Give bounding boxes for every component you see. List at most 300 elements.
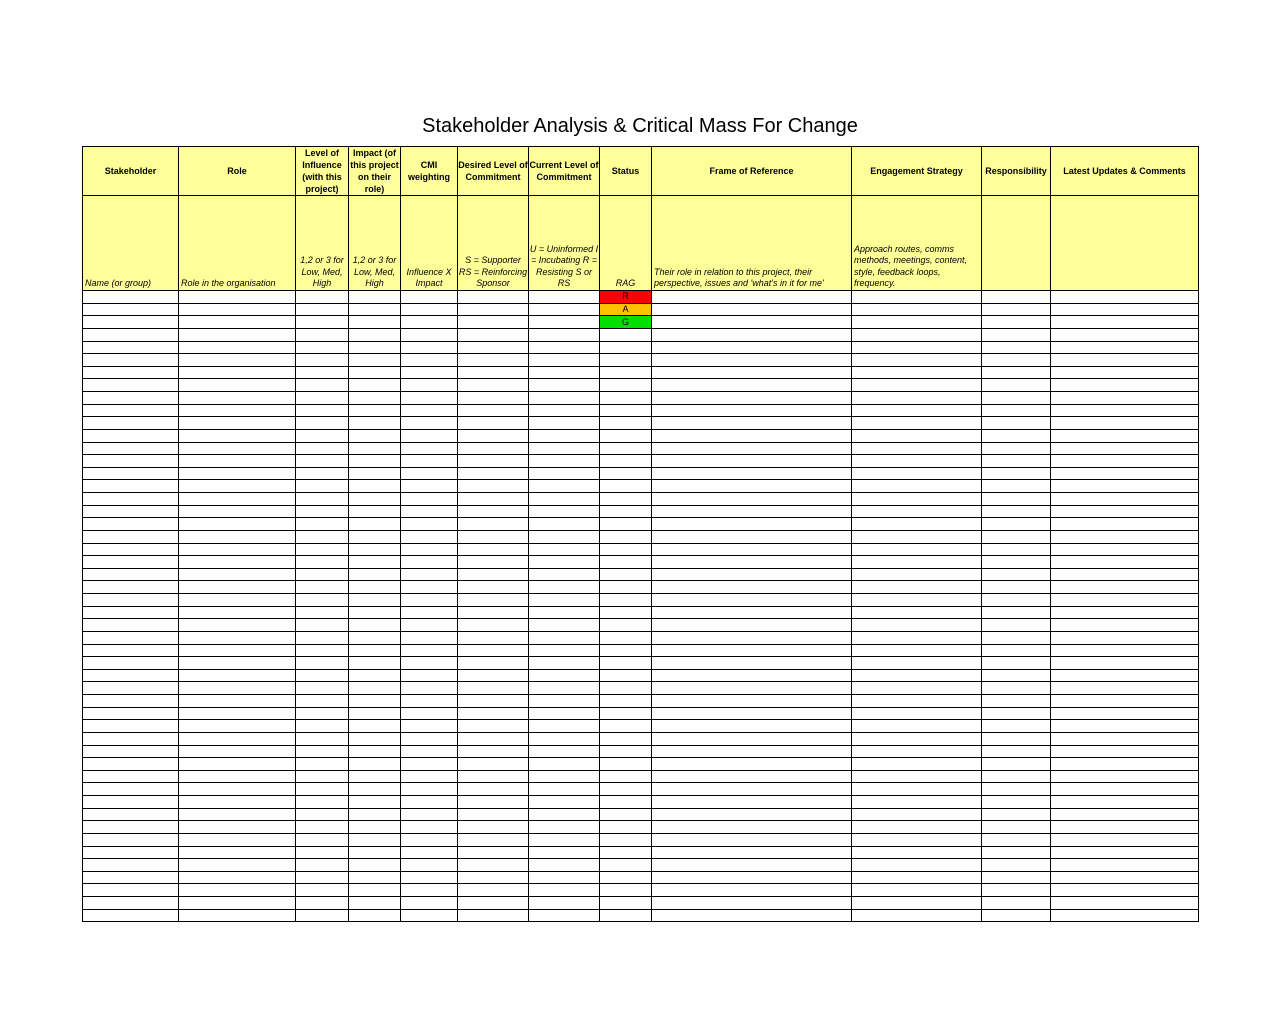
cell-stakeholder[interactable] <box>83 631 179 644</box>
cell-influence[interactable] <box>296 783 349 796</box>
cell-engagement[interactable] <box>852 366 982 379</box>
cell-engagement[interactable] <box>852 846 982 859</box>
cell-engagement[interactable] <box>852 594 982 607</box>
cell-stakeholder[interactable] <box>83 594 179 607</box>
cell-status[interactable] <box>600 796 652 809</box>
cell-desired[interactable] <box>458 493 529 506</box>
cell-cmi[interactable] <box>401 846 458 859</box>
note-current-commitment[interactable]: U = Uninformed I = Incubating R = Resisting S or RS <box>529 196 600 291</box>
cell-responsibility[interactable] <box>982 631 1051 644</box>
cell-role[interactable] <box>179 392 296 405</box>
cell-updates[interactable] <box>1051 404 1199 417</box>
cell-updates[interactable] <box>1051 581 1199 594</box>
cell-desired[interactable] <box>458 745 529 758</box>
cell-current[interactable] <box>529 404 600 417</box>
cell-impact[interactable] <box>349 417 401 430</box>
cell-cmi[interactable] <box>401 783 458 796</box>
cell-current[interactable] <box>529 505 600 518</box>
cell-stakeholder[interactable] <box>83 796 179 809</box>
cell-influence[interactable] <box>296 821 349 834</box>
cell-desired[interactable] <box>458 644 529 657</box>
cell-updates[interactable] <box>1051 556 1199 569</box>
cell-impact[interactable] <box>349 732 401 745</box>
cell-engagement[interactable] <box>852 480 982 493</box>
cell-status[interactable] <box>600 732 652 745</box>
cell-impact[interactable] <box>349 530 401 543</box>
cell-frame[interactable] <box>652 404 852 417</box>
cell-influence[interactable] <box>296 429 349 442</box>
cell-cmi[interactable] <box>401 518 458 531</box>
cell-stakeholder[interactable] <box>83 897 179 910</box>
cell-engagement[interactable] <box>852 341 982 354</box>
cell-status[interactable] <box>600 909 652 922</box>
cell-role[interactable] <box>179 543 296 556</box>
cell-impact[interactable] <box>349 770 401 783</box>
cell-influence[interactable] <box>296 341 349 354</box>
cell-cmi[interactable] <box>401 316 458 329</box>
cell-impact[interactable] <box>349 354 401 367</box>
cell-engagement[interactable] <box>852 467 982 480</box>
cell-impact[interactable] <box>349 480 401 493</box>
cell-stakeholder[interactable] <box>83 909 179 922</box>
cell-influence[interactable] <box>296 404 349 417</box>
cell-desired[interactable] <box>458 758 529 771</box>
cell-status[interactable] <box>600 543 652 556</box>
cell-impact[interactable] <box>349 328 401 341</box>
cell-influence[interactable] <box>296 909 349 922</box>
cell-current[interactable] <box>529 909 600 922</box>
cell-influence[interactable] <box>296 543 349 556</box>
note-cmi[interactable]: Influence X Impact <box>401 196 458 291</box>
cell-influence[interactable] <box>296 417 349 430</box>
cell-status[interactable] <box>600 606 652 619</box>
cell-engagement[interactable] <box>852 732 982 745</box>
header-role[interactable]: Role <box>179 147 296 196</box>
cell-stakeholder[interactable] <box>83 695 179 708</box>
cell-role[interactable] <box>179 821 296 834</box>
cell-cmi[interactable] <box>401 556 458 569</box>
cell-cmi[interactable] <box>401 493 458 506</box>
cell-responsibility[interactable] <box>982 467 1051 480</box>
cell-frame[interactable] <box>652 505 852 518</box>
cell-updates[interactable] <box>1051 695 1199 708</box>
cell-cmi[interactable] <box>401 619 458 632</box>
cell-desired[interactable] <box>458 366 529 379</box>
cell-responsibility[interactable] <box>982 518 1051 531</box>
cell-role[interactable] <box>179 884 296 897</box>
header-status[interactable]: Status <box>600 147 652 196</box>
cell-desired[interactable] <box>458 707 529 720</box>
cell-updates[interactable] <box>1051 594 1199 607</box>
cell-role[interactable] <box>179 480 296 493</box>
cell-current[interactable] <box>529 480 600 493</box>
cell-desired[interactable] <box>458 732 529 745</box>
cell-desired[interactable] <box>458 429 529 442</box>
cell-responsibility[interactable] <box>982 556 1051 569</box>
header-desired-commitment[interactable]: Desired Level of Commitment <box>458 147 529 196</box>
cell-current[interactable] <box>529 859 600 872</box>
cell-responsibility[interactable] <box>982 417 1051 430</box>
header-frame-of-reference[interactable]: Frame of Reference <box>652 147 852 196</box>
cell-status[interactable] <box>600 404 652 417</box>
cell-cmi[interactable] <box>401 695 458 708</box>
cell-responsibility[interactable] <box>982 530 1051 543</box>
cell-engagement[interactable] <box>852 758 982 771</box>
cell-stakeholder[interactable] <box>83 720 179 733</box>
header-cmi[interactable]: CMI weighting <box>401 147 458 196</box>
cell-engagement[interactable] <box>852 530 982 543</box>
cell-role[interactable] <box>179 404 296 417</box>
cell-cmi[interactable] <box>401 568 458 581</box>
cell-responsibility[interactable] <box>982 909 1051 922</box>
cell-engagement[interactable] <box>852 568 982 581</box>
cell-role[interactable] <box>179 442 296 455</box>
cell-influence[interactable] <box>296 455 349 468</box>
cell-role[interactable] <box>179 354 296 367</box>
cell-engagement[interactable] <box>852 669 982 682</box>
cell-status[interactable] <box>600 745 652 758</box>
cell-updates[interactable] <box>1051 303 1199 316</box>
cell-status[interactable] <box>600 328 652 341</box>
cell-frame[interactable] <box>652 543 852 556</box>
cell-engagement[interactable] <box>852 543 982 556</box>
cell-cmi[interactable] <box>401 745 458 758</box>
cell-status[interactable] <box>600 846 652 859</box>
cell-stakeholder[interactable] <box>83 808 179 821</box>
cell-stakeholder[interactable] <box>83 758 179 771</box>
cell-current[interactable] <box>529 846 600 859</box>
cell-updates[interactable] <box>1051 543 1199 556</box>
cell-cmi[interactable] <box>401 884 458 897</box>
note-status[interactable]: RAG <box>600 196 652 291</box>
cell-impact[interactable] <box>349 745 401 758</box>
cell-updates[interactable] <box>1051 859 1199 872</box>
cell-current[interactable] <box>529 429 600 442</box>
cell-engagement[interactable] <box>852 682 982 695</box>
cell-influence[interactable] <box>296 606 349 619</box>
cell-status[interactable] <box>600 556 652 569</box>
cell-current[interactable] <box>529 897 600 910</box>
cell-current[interactable] <box>529 833 600 846</box>
cell-stakeholder[interactable] <box>83 619 179 632</box>
cell-current[interactable] <box>529 682 600 695</box>
cell-status[interactable] <box>600 871 652 884</box>
cell-desired[interactable] <box>458 833 529 846</box>
cell-updates[interactable] <box>1051 354 1199 367</box>
cell-updates[interactable] <box>1051 707 1199 720</box>
note-latest-updates[interactable] <box>1051 196 1199 291</box>
cell-current[interactable] <box>529 783 600 796</box>
cell-role[interactable] <box>179 808 296 821</box>
cell-role[interactable] <box>179 871 296 884</box>
cell-status[interactable] <box>600 770 652 783</box>
cell-influence[interactable] <box>296 594 349 607</box>
cell-influence[interactable] <box>296 328 349 341</box>
cell-engagement[interactable] <box>852 631 982 644</box>
cell-responsibility[interactable] <box>982 783 1051 796</box>
cell-cmi[interactable] <box>401 341 458 354</box>
cell-cmi[interactable] <box>401 404 458 417</box>
status-legend-a[interactable]: A <box>600 303 652 316</box>
cell-updates[interactable] <box>1051 568 1199 581</box>
cell-role[interactable] <box>179 493 296 506</box>
cell-cmi[interactable] <box>401 417 458 430</box>
cell-frame[interactable] <box>652 871 852 884</box>
cell-status[interactable] <box>600 758 652 771</box>
cell-engagement[interactable] <box>852 644 982 657</box>
cell-current[interactable] <box>529 518 600 531</box>
cell-responsibility[interactable] <box>982 505 1051 518</box>
cell-role[interactable] <box>179 366 296 379</box>
cell-responsibility[interactable] <box>982 897 1051 910</box>
cell-role[interactable] <box>179 429 296 442</box>
cell-cmi[interactable] <box>401 682 458 695</box>
cell-engagement[interactable] <box>852 354 982 367</box>
cell-current[interactable] <box>529 732 600 745</box>
cell-current[interactable] <box>529 770 600 783</box>
cell-responsibility[interactable] <box>982 303 1051 316</box>
cell-status[interactable] <box>600 455 652 468</box>
cell-engagement[interactable] <box>852 783 982 796</box>
cell-impact[interactable] <box>349 871 401 884</box>
cell-role[interactable] <box>179 594 296 607</box>
cell-status[interactable] <box>600 392 652 405</box>
cell-frame[interactable] <box>652 758 852 771</box>
cell-status[interactable] <box>600 682 652 695</box>
cell-updates[interactable] <box>1051 530 1199 543</box>
cell-current[interactable] <box>529 808 600 821</box>
cell-desired[interactable] <box>458 467 529 480</box>
cell-updates[interactable] <box>1051 480 1199 493</box>
cell-stakeholder[interactable] <box>83 859 179 872</box>
cell-status[interactable] <box>600 581 652 594</box>
cell-engagement[interactable] <box>852 505 982 518</box>
cell-frame[interactable] <box>652 341 852 354</box>
cell-responsibility[interactable] <box>982 796 1051 809</box>
cell-responsibility[interactable] <box>982 884 1051 897</box>
cell-stakeholder[interactable] <box>83 884 179 897</box>
cell-desired[interactable] <box>458 594 529 607</box>
cell-responsibility[interactable] <box>982 682 1051 695</box>
cell-status[interactable] <box>600 493 652 506</box>
cell-engagement[interactable] <box>852 884 982 897</box>
cell-role[interactable] <box>179 379 296 392</box>
cell-responsibility[interactable] <box>982 581 1051 594</box>
cell-impact[interactable] <box>349 291 401 304</box>
cell-cmi[interactable] <box>401 720 458 733</box>
cell-desired[interactable] <box>458 341 529 354</box>
header-engagement-strategy[interactable]: Engagement Strategy <box>852 147 982 196</box>
cell-stakeholder[interactable] <box>83 455 179 468</box>
cell-influence[interactable] <box>296 316 349 329</box>
cell-updates[interactable] <box>1051 631 1199 644</box>
cell-updates[interactable] <box>1051 897 1199 910</box>
cell-engagement[interactable] <box>852 796 982 809</box>
cell-stakeholder[interactable] <box>83 644 179 657</box>
cell-frame[interactable] <box>652 594 852 607</box>
cell-responsibility[interactable] <box>982 606 1051 619</box>
cell-influence[interactable] <box>296 518 349 531</box>
cell-frame[interactable] <box>652 455 852 468</box>
cell-desired[interactable] <box>458 796 529 809</box>
cell-cmi[interactable] <box>401 467 458 480</box>
cell-stakeholder[interactable] <box>83 556 179 569</box>
cell-role[interactable] <box>179 707 296 720</box>
cell-role[interactable] <box>179 657 296 670</box>
cell-desired[interactable] <box>458 657 529 670</box>
cell-influence[interactable] <box>296 884 349 897</box>
cell-frame[interactable] <box>652 467 852 480</box>
cell-influence[interactable] <box>296 833 349 846</box>
cell-current[interactable] <box>529 530 600 543</box>
cell-stakeholder[interactable] <box>83 669 179 682</box>
cell-responsibility[interactable] <box>982 846 1051 859</box>
cell-current[interactable] <box>529 669 600 682</box>
cell-current[interactable] <box>529 291 600 304</box>
cell-updates[interactable] <box>1051 720 1199 733</box>
cell-frame[interactable] <box>652 581 852 594</box>
cell-impact[interactable] <box>349 505 401 518</box>
cell-frame[interactable] <box>652 770 852 783</box>
cell-role[interactable] <box>179 328 296 341</box>
cell-engagement[interactable] <box>852 518 982 531</box>
cell-stakeholder[interactable] <box>83 417 179 430</box>
cell-desired[interactable] <box>458 720 529 733</box>
cell-stakeholder[interactable] <box>83 606 179 619</box>
cell-role[interactable] <box>179 897 296 910</box>
cell-role[interactable] <box>179 745 296 758</box>
cell-stakeholder[interactable] <box>83 518 179 531</box>
cell-stakeholder[interactable] <box>83 379 179 392</box>
cell-impact[interactable] <box>349 303 401 316</box>
cell-responsibility[interactable] <box>982 808 1051 821</box>
cell-desired[interactable] <box>458 619 529 632</box>
cell-influence[interactable] <box>296 303 349 316</box>
cell-engagement[interactable] <box>852 909 982 922</box>
cell-stakeholder[interactable] <box>83 732 179 745</box>
cell-stakeholder[interactable] <box>83 366 179 379</box>
cell-current[interactable] <box>529 379 600 392</box>
cell-cmi[interactable] <box>401 328 458 341</box>
cell-current[interactable] <box>529 316 600 329</box>
cell-frame[interactable] <box>652 644 852 657</box>
header-responsibility[interactable]: Responsibility <box>982 147 1051 196</box>
cell-responsibility[interactable] <box>982 657 1051 670</box>
cell-status[interactable] <box>600 417 652 430</box>
cell-current[interactable] <box>529 594 600 607</box>
cell-desired[interactable] <box>458 442 529 455</box>
cell-stakeholder[interactable] <box>83 354 179 367</box>
cell-impact[interactable] <box>349 518 401 531</box>
cell-desired[interactable] <box>458 682 529 695</box>
cell-updates[interactable] <box>1051 821 1199 834</box>
status-legend-g[interactable]: G <box>600 316 652 329</box>
cell-responsibility[interactable] <box>982 316 1051 329</box>
cell-influence[interactable] <box>296 897 349 910</box>
note-frame-of-reference[interactable]: Their role in relation to this project, their perspective, issues and 'what's in it for me' <box>652 196 852 291</box>
cell-desired[interactable] <box>458 808 529 821</box>
cell-current[interactable] <box>529 745 600 758</box>
cell-role[interactable] <box>179 455 296 468</box>
note-desired-commitment[interactable]: S = Supporter RS = Reinforcing Sponsor <box>458 196 529 291</box>
cell-stakeholder[interactable] <box>83 328 179 341</box>
note-stakeholder[interactable]: Name (or group) <box>83 196 179 291</box>
cell-impact[interactable] <box>349 442 401 455</box>
cell-frame[interactable] <box>652 808 852 821</box>
cell-role[interactable] <box>179 695 296 708</box>
cell-desired[interactable] <box>458 404 529 417</box>
cell-impact[interactable] <box>349 543 401 556</box>
cell-current[interactable] <box>529 644 600 657</box>
cell-stakeholder[interactable] <box>83 392 179 405</box>
cell-status[interactable] <box>600 568 652 581</box>
cell-current[interactable] <box>529 417 600 430</box>
cell-updates[interactable] <box>1051 379 1199 392</box>
cell-status[interactable] <box>600 821 652 834</box>
cell-influence[interactable] <box>296 392 349 405</box>
cell-status[interactable] <box>600 884 652 897</box>
cell-desired[interactable] <box>458 606 529 619</box>
cell-stakeholder[interactable] <box>83 581 179 594</box>
cell-influence[interactable] <box>296 720 349 733</box>
cell-engagement[interactable] <box>852 556 982 569</box>
cell-status[interactable] <box>600 783 652 796</box>
cell-cmi[interactable] <box>401 291 458 304</box>
cell-stakeholder[interactable] <box>83 404 179 417</box>
cell-stakeholder[interactable] <box>83 783 179 796</box>
cell-frame[interactable] <box>652 745 852 758</box>
cell-stakeholder[interactable] <box>83 833 179 846</box>
cell-stakeholder[interactable] <box>83 467 179 480</box>
cell-engagement[interactable] <box>852 657 982 670</box>
cell-current[interactable] <box>529 556 600 569</box>
cell-responsibility[interactable] <box>982 821 1051 834</box>
cell-impact[interactable] <box>349 429 401 442</box>
note-responsibility[interactable] <box>982 196 1051 291</box>
cell-cmi[interactable] <box>401 606 458 619</box>
cell-desired[interactable] <box>458 821 529 834</box>
cell-current[interactable] <box>529 821 600 834</box>
cell-frame[interactable] <box>652 682 852 695</box>
cell-engagement[interactable] <box>852 695 982 708</box>
cell-responsibility[interactable] <box>982 594 1051 607</box>
cell-current[interactable] <box>529 568 600 581</box>
cell-impact[interactable] <box>349 796 401 809</box>
cell-responsibility[interactable] <box>982 341 1051 354</box>
cell-status[interactable] <box>600 467 652 480</box>
cell-frame[interactable] <box>652 493 852 506</box>
cell-cmi[interactable] <box>401 707 458 720</box>
cell-updates[interactable] <box>1051 328 1199 341</box>
cell-responsibility[interactable] <box>982 669 1051 682</box>
cell-engagement[interactable] <box>852 493 982 506</box>
cell-desired[interactable] <box>458 770 529 783</box>
cell-cmi[interactable] <box>401 543 458 556</box>
cell-cmi[interactable] <box>401 909 458 922</box>
cell-frame[interactable] <box>652 392 852 405</box>
status-legend-r[interactable]: R <box>600 291 652 304</box>
cell-current[interactable] <box>529 366 600 379</box>
cell-updates[interactable] <box>1051 745 1199 758</box>
cell-impact[interactable] <box>349 404 401 417</box>
cell-updates[interactable] <box>1051 644 1199 657</box>
cell-impact[interactable] <box>349 669 401 682</box>
cell-desired[interactable] <box>458 354 529 367</box>
cell-status[interactable] <box>600 720 652 733</box>
cell-impact[interactable] <box>349 455 401 468</box>
cell-responsibility[interactable] <box>982 429 1051 442</box>
cell-status[interactable] <box>600 707 652 720</box>
